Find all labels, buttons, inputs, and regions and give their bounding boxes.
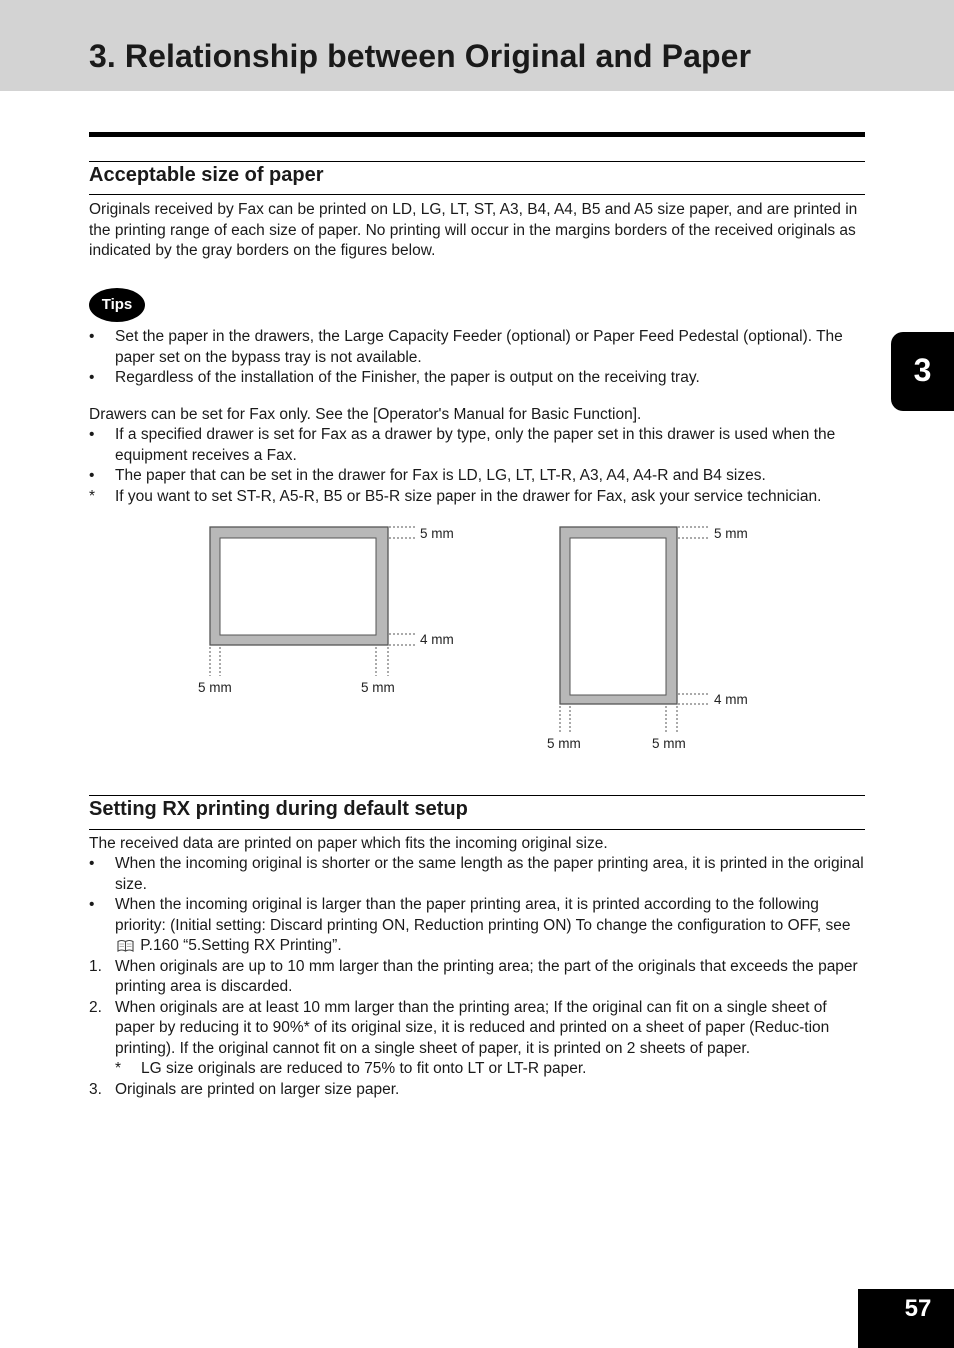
list-item-text: LG size originals are reduced to 75% to fit onto LT or LT-R paper. [141, 1060, 587, 1077]
list-item-text: Originals are printed on larger size paper. [115, 1080, 400, 1098]
page-number-box [858, 1289, 954, 1348]
list-item [89, 957, 869, 998]
cross-reference-link[interactable]: P.160 “5.Setting RX Printing”. [136, 937, 342, 954]
section-heading-rx-printing: Setting RX printing during default setup [89, 798, 468, 820]
portrait-top-margin-label: 5 mm [714, 526, 748, 541]
landscape-print-area [220, 538, 376, 635]
list-item-text: When originals are up to 10 mm larger than the printing area; the part of the originals that exceeds the paper printing area is discarded. [115, 957, 858, 995]
landscape-left-margin-label: 5 mm [198, 680, 232, 695]
bullet-marker: • [89, 369, 95, 386]
portrait-right-margin-label: 5 mm [652, 736, 686, 751]
list-item [89, 1080, 869, 1101]
book-icon [117, 939, 134, 952]
bullet-marker: • [89, 896, 95, 913]
list-item [89, 998, 869, 1060]
heading-rule-top [89, 795, 865, 796]
drawers-intro: Drawers can be set for Fax only. See the [Operator's Manual for Basic Function]. [89, 406, 642, 423]
chapter-tab [891, 332, 954, 411]
list-item [89, 854, 869, 895]
number-marker: 2. [89, 998, 102, 1016]
number-marker: 3. [89, 1080, 102, 1098]
portrait-left-margin-label: 5 mm [547, 736, 581, 751]
list-item-text: When originals are at least 10 mm larger than the printing area; If the original can fit on a single sheet of paper by reducing it to 90%* of its original size, it is reduced and printed on a sheet of paper (Reduc-tion printing). If the original cannot fit on a single sheet of paper, it is printed on 2 sheets of paper. [115, 998, 830, 1057]
heading-rule-bottom [89, 829, 865, 830]
asterisk-marker: * [89, 487, 96, 505]
list-item [89, 895, 869, 957]
number-marker: 1. [89, 957, 102, 975]
tips-badge: Tips [89, 288, 145, 322]
page-number: 57 [904, 1295, 932, 1322]
section-heading-paper-size: Acceptable size of paper [89, 164, 324, 186]
list-item-text: Regardless of the installation of the Finisher, the paper is output on the receiving tray. [115, 369, 700, 386]
paper-size-intro: Originals received by Fax can be printed on LD, LG, LT, ST, A3, B4, A4, B5 and A5 size paper, and are printed in the printing range of each size of paper. No printing will occur in the margins borders of the received originals as indicated by the gray borders on the figures below. [89, 201, 858, 259]
list-item-text: When the incoming original is shorter or the same length as the paper printing area, it is printed in the original size. [115, 855, 864, 893]
portrait-paper-figure [547, 526, 748, 751]
asterisk-marker: * [115, 1060, 122, 1077]
page-title: 3. Relationship between Original and Paper [89, 38, 752, 74]
bullet-marker: • [89, 467, 95, 484]
list-item-text: When the incoming original is larger than the paper printing area, it is printed according to the following priority: (Initial setting: Discard printing ON, Reduction printing ON) To change the configuration to OFF, see [115, 896, 851, 934]
landscape-bottom-margin-label: 4 mm [420, 632, 454, 647]
rx-printing-intro: The received data are printed on paper which fits the incoming original size. [89, 835, 608, 852]
list-item-text: If a specified drawer is set for Fax as a drawer by type, only the paper set in this drawer is used when the equipment receives a Fax. [115, 426, 836, 464]
landscape-top-margin-label: 5 mm [420, 526, 454, 541]
bullet-marker: • [89, 426, 95, 443]
bullet-marker: • [89, 855, 95, 872]
portrait-bottom-margin-label: 4 mm [714, 692, 748, 707]
portrait-print-area [570, 538, 666, 695]
list-item [89, 1059, 869, 1080]
list-item-text: If you want to set ST-R, A5-R, B5 or B5-R size paper in the drawer for Fax, ask your service technician. [115, 487, 822, 505]
landscape-right-margin-label: 5 mm [361, 680, 395, 695]
bullet-marker: • [89, 328, 95, 345]
landscape-paper-figure [198, 526, 454, 695]
list-item-text: Set the paper in the drawers, the Large Capacity Feeder (optional) or Paper Feed Pedestal (optional). The paper set on the bypass tray is not available. [115, 328, 843, 366]
chapter-number: 3 [913, 352, 932, 388]
rx-printing-list [89, 854, 869, 1100]
list-item-text: The paper that can be set in the drawer for Fax is LD, LG, LT, LT-R, A3, A4, A4-R and B4 sizes. [115, 467, 766, 484]
